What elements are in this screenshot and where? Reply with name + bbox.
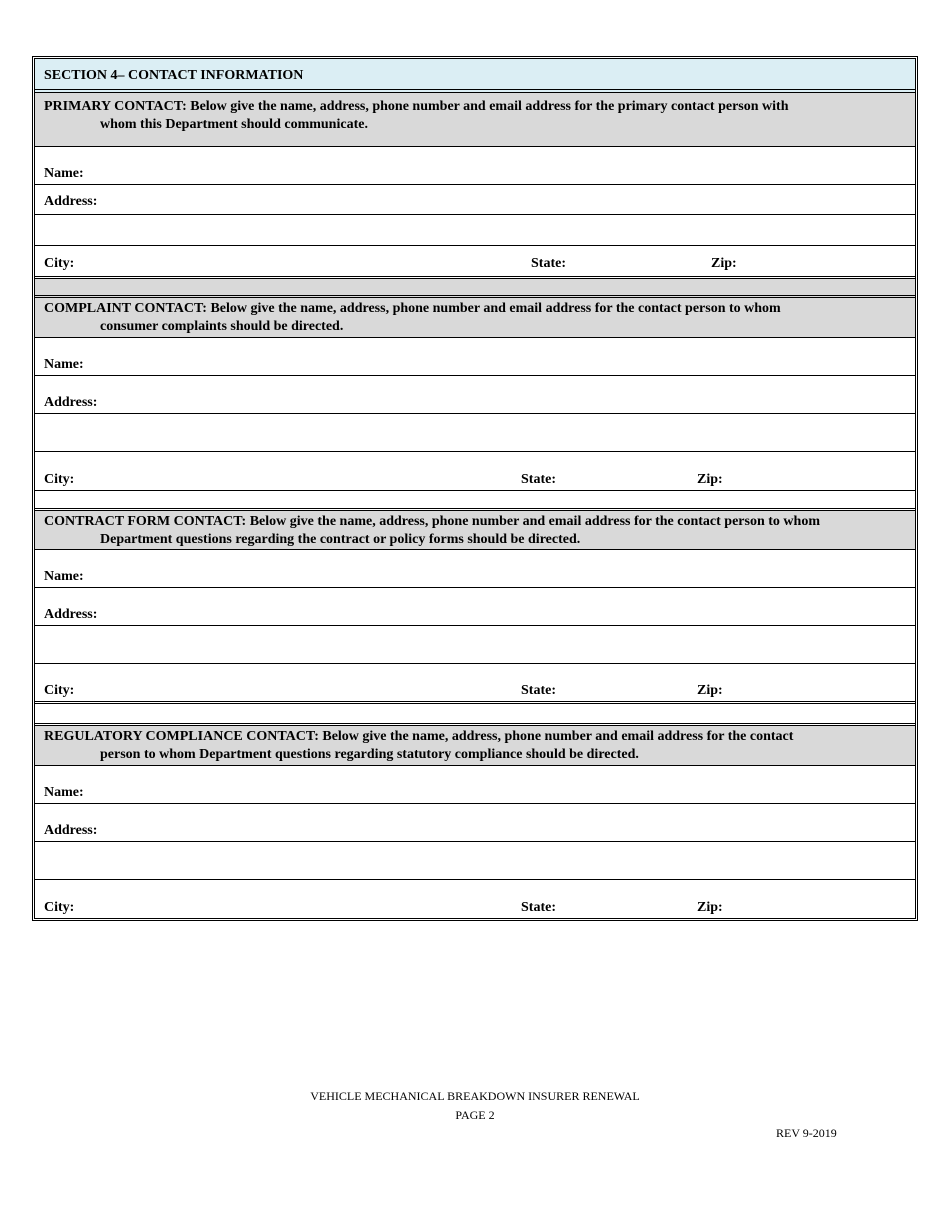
regulatory-contact-heading: REGULATORY COMPLIANCE CONTACT: Below give the name, address, phone number and email address for the contact: [44, 729, 794, 744]
contract-form-city-state-zip-row: [35, 664, 915, 704]
complaint-address-field[interactable]: [35, 376, 915, 414]
contract-form-contact-heading-cont: Department questions regarding the contract or policy forms should be directed.: [100, 532, 581, 547]
contract-form-spacer: [35, 704, 915, 726]
section-title: SECTION 4– CONTACT INFORMATION: [35, 59, 915, 93]
complaint-contact-instructions: [35, 298, 915, 338]
regulatory-city-state-zip-row: [35, 880, 915, 918]
primary-name-field[interactable]: [35, 147, 915, 185]
complaint-city-state-zip-row: [35, 452, 915, 491]
primary-city-label: City:: [44, 256, 75, 271]
primary-city-state-zip-row: [35, 246, 915, 279]
complaint-spacer: [35, 491, 915, 511]
contact-information-form: [32, 56, 918, 921]
complaint-address-label: Address:: [44, 395, 98, 410]
primary-address-line2-field[interactable]: [35, 215, 915, 246]
complaint-zip-label: Zip:: [697, 472, 723, 487]
complaint-name-field[interactable]: [35, 338, 915, 376]
complaint-name-label: Name:: [44, 357, 84, 372]
contract-form-address-label: Address:: [44, 607, 98, 622]
regulatory-zip-label: Zip:: [697, 900, 723, 915]
regulatory-state-label: State:: [521, 900, 556, 915]
complaint-contact-heading: COMPLAINT CONTACT: Below give the name, address, phone number and email address for the contact person to whom: [44, 301, 781, 316]
contract-form-contact-heading: CONTRACT FORM CONTACT: Below give the name, address, phone number and email address for the contact person to whom: [44, 514, 820, 529]
contract-form-state-label: State:: [521, 683, 556, 698]
contract-form-contact-instructions: [35, 511, 915, 550]
footer-page-number: PAGE 2: [455, 1108, 495, 1122]
primary-state-label: State:: [531, 256, 566, 271]
complaint-contact-heading-cont: consumer complaints should be directed.: [100, 319, 344, 334]
footer-title: VEHICLE MECHANICAL BREAKDOWN INSURER RENEWAL: [310, 1089, 640, 1103]
regulatory-name-label: Name:: [44, 785, 84, 800]
complaint-address-line2-field[interactable]: [35, 414, 915, 452]
contract-form-address-field[interactable]: [35, 588, 915, 626]
complaint-city-label: City:: [44, 472, 75, 487]
regulatory-address-label: Address:: [44, 823, 98, 838]
regulatory-contact-heading-cont: person to whom Department questions regarding statutory compliance should be directed.: [100, 747, 639, 762]
regulatory-name-field[interactable]: [35, 766, 915, 804]
primary-contact-heading-cont: whom this Department should communicate.: [100, 117, 368, 132]
primary-zip-label: Zip:: [711, 256, 737, 271]
complaint-state-label: State:: [521, 472, 556, 487]
primary-address-field[interactable]: [35, 185, 915, 215]
primary-contact-heading: PRIMARY CONTACT: Below give the name, address, phone number and email address for the primary contact person with: [44, 99, 789, 114]
primary-contact-instructions: [35, 93, 915, 147]
primary-name-label: Name:: [44, 166, 84, 181]
primary-address-label: Address:: [44, 194, 98, 209]
contract-form-city-label: City:: [44, 683, 75, 698]
contract-form-address-line2-field[interactable]: [35, 626, 915, 664]
revision-label: REV 9-2019: [776, 1126, 837, 1140]
regulatory-contact-instructions: [35, 726, 915, 766]
contract-form-zip-label: Zip:: [697, 683, 723, 698]
regulatory-address-line2-field[interactable]: [35, 842, 915, 880]
contract-form-name-label: Name:: [44, 569, 84, 584]
regulatory-city-label: City:: [44, 900, 75, 915]
contract-form-name-field[interactable]: [35, 550, 915, 588]
primary-spacer: [35, 279, 915, 298]
regulatory-address-field[interactable]: [35, 804, 915, 842]
